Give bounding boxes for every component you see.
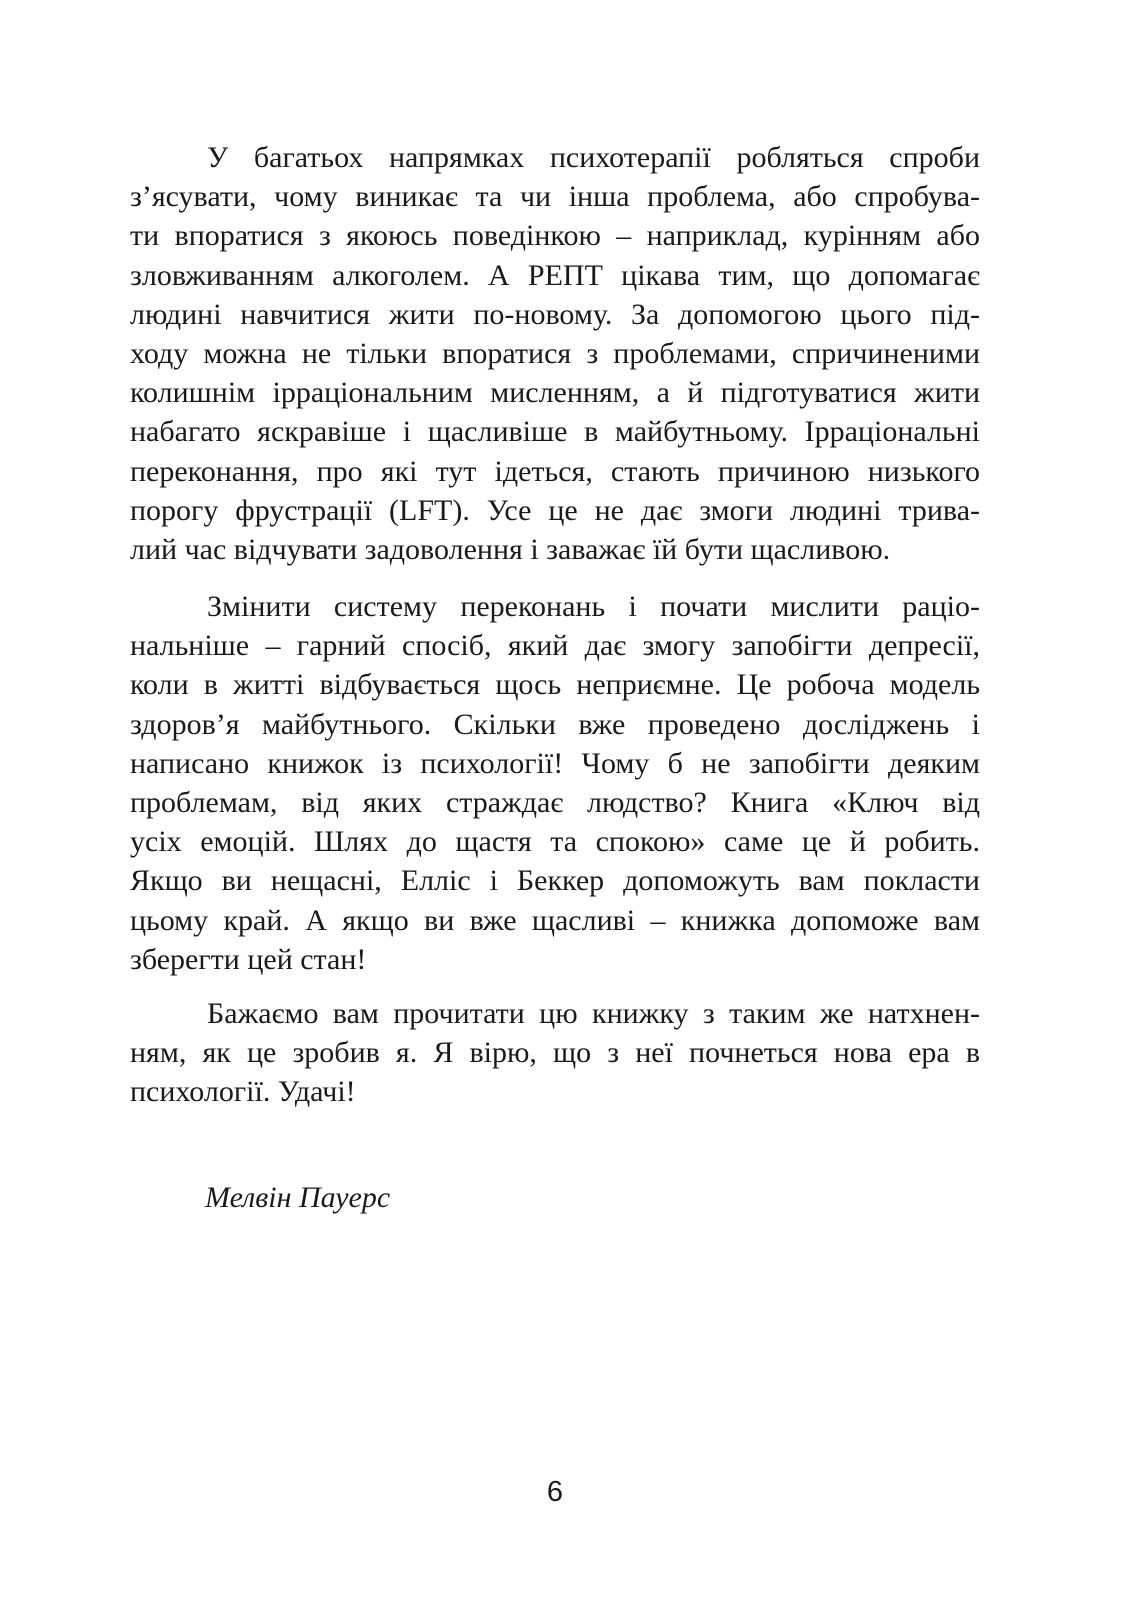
text-line: цьому край. А якщо ви вже щасливі – книжка допоможе вам: [130, 903, 980, 937]
page-number: 6: [546, 1476, 564, 1508]
text-line: коли в житті відбувається щось неприємне. Це робоча модель: [130, 668, 980, 702]
paragraph-3: [130, 994, 980, 1112]
text-line: порогу фрустрації (LFT). Усе це не дає змоги людині трива-: [130, 493, 980, 527]
text-line: ням, як це зробив я. Я вірю, що з неї почнеться нова ера в: [130, 1036, 980, 1070]
text-line: усіх емоцій. Шлях до щастя та спокою» саме це й робить.: [130, 825, 980, 859]
text-line: ти впоратися з якоюсь поведінкою – наприклад, курінням або: [130, 219, 980, 253]
text-line: Бажаємо вам прочитати цю книжку з таким же натхнен-: [207, 997, 980, 1030]
text-line: колишнім ірраціональним мисленням, а й підготуватися жити: [130, 376, 980, 410]
text-line: ходу можна не тільки впоратися з проблемами, спричиненими: [130, 336, 980, 370]
text-line: людині навчитися жити по-новому. За допомогою цього під-: [130, 297, 980, 331]
text-line: Змінити систему переконань і почати мислити раціо-: [207, 590, 980, 623]
paragraph-1: [130, 138, 980, 569]
text-line: У багатьох напрямках психотерапії робляться спроби: [207, 141, 980, 174]
text-line: зберегти цей стан!: [130, 942, 367, 976]
text-line: зловживанням алкоголем. А РЕПТ цікава тим, що допомагає: [130, 258, 980, 292]
text-line: проблемам, від яких страждає людство? Книга «Ключ від: [130, 785, 980, 819]
author-signature: Мелвін Пауерс: [205, 1181, 391, 1214]
text-line: лий час відчувати задоволення і заважає їй бути щасливою.: [130, 532, 891, 566]
text-line: Якщо ви нещасні, Елліс і Беккер допоможуть вам покласти: [130, 864, 980, 898]
paragraph-2: [130, 587, 980, 979]
text-line: переконання, про які тут ідеться, стають причиною низького: [130, 454, 980, 488]
text-line: здоров’я майбутнього. Скільки вже проведено досліджень і: [130, 707, 980, 741]
text-line: з’ясувати, чому виникає та чи інша проблема, або спробува-: [130, 180, 980, 214]
text-line: психології. Удачі!: [130, 1075, 356, 1109]
text-line: набагато яскравіше і щасливіше в майбутньому. Ірраціональні: [130, 415, 980, 449]
text-line: написано книжок із психології! Чому б не запобігти деяким: [130, 746, 980, 780]
text-line: нальніше – гарний спосіб, який дає змогу запобігти депресії,: [130, 629, 980, 663]
